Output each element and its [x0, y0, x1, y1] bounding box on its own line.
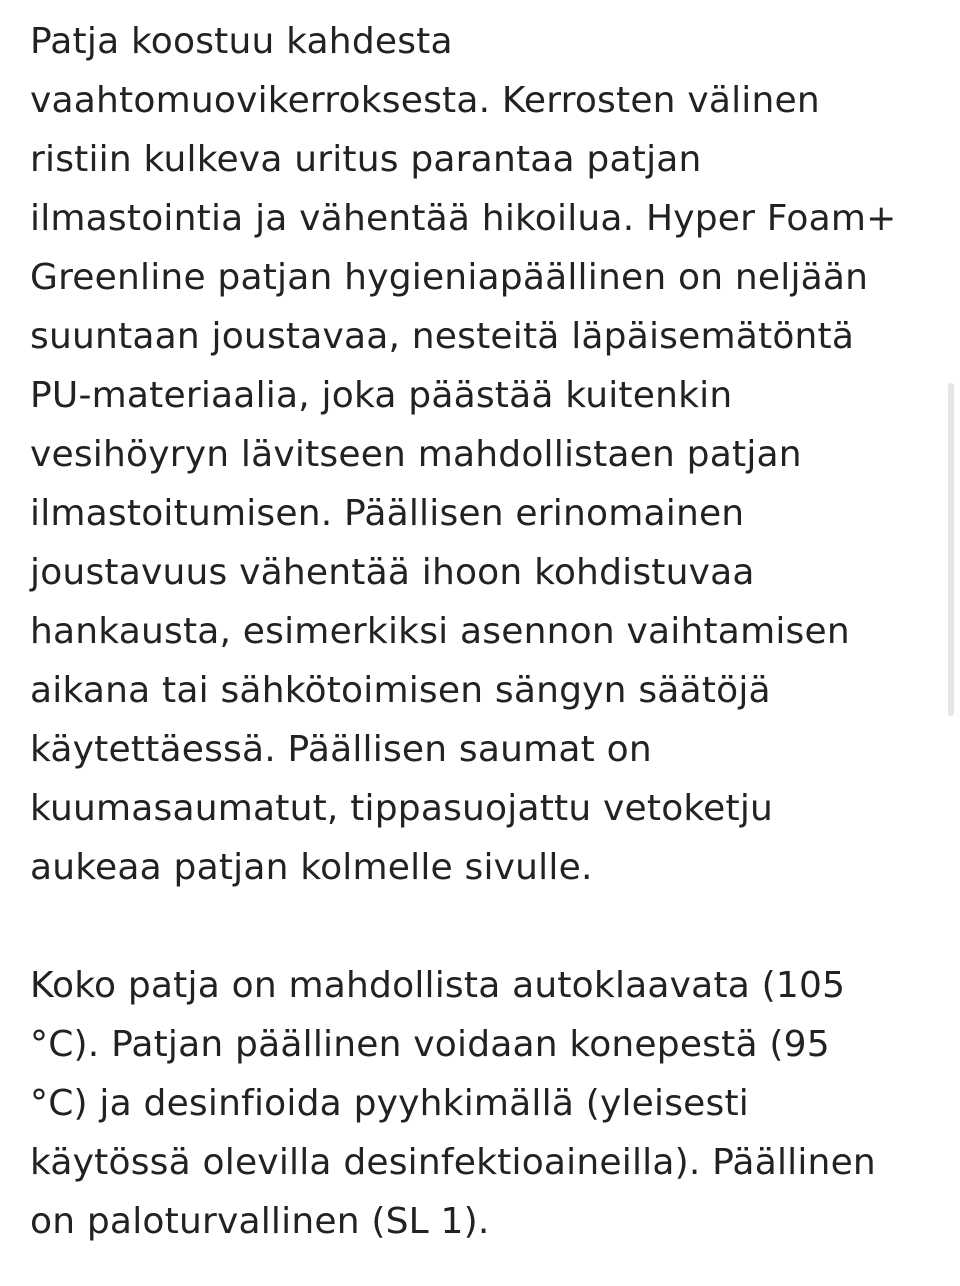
- text-line: käytössä olevilla desinfektioaineilla). Päällinen: [30, 1142, 876, 1183]
- text-line: aukeaa patjan kolmelle sivulle.: [30, 847, 593, 888]
- text-line: ristiin kulkeva uritus parantaa patjan: [30, 139, 702, 180]
- text-line: PU-materiaalia, joka päästää kuitenkin: [30, 375, 733, 416]
- paragraph-cleaning-info: [30, 956, 940, 1251]
- text-line: vesihöyryn lävitseen mahdollistaen patjan: [30, 434, 802, 475]
- text-line: vaahtomuovikerroksesta. Kerrosten välinen: [30, 80, 820, 121]
- text-line: suuntaan joustavaa, nesteitä läpäisemätöntä: [30, 316, 855, 357]
- vertical-scrollbar[interactable]: [948, 383, 954, 716]
- text-line: on paloturvallinen (SL 1).: [30, 1201, 490, 1242]
- text-line: ilmastoitumisen. Päällisen erinomainen: [30, 493, 745, 534]
- article-body: [30, 12, 940, 1251]
- paragraph-mattress-structure: [30, 12, 940, 897]
- text-line: Koko patja on mahdollista autoklaavata (105: [30, 965, 846, 1006]
- paragraph-spacer: [30, 897, 940, 956]
- text-line: Greenline patjan hygieniapäällinen on neljään: [30, 257, 869, 298]
- text-line: joustavuus vähentää ihoon kohdistuvaa: [30, 552, 755, 593]
- text-line: kuumasaumatut, tippasuojattu vetoketju: [30, 788, 774, 829]
- text-line: käytettäessä. Päällisen saumat on: [30, 729, 652, 770]
- text-line: ilmastointia ja vähentää hikoilua. Hyper Foam+: [30, 198, 897, 239]
- text-line: °C). Patjan päällinen voidaan konepestä (95: [30, 1024, 830, 1065]
- text-line: °C) ja desinfioida pyyhkimällä (yleisesti: [30, 1083, 750, 1124]
- text-line: aikana tai sähkötoimisen sängyn säätöjä: [30, 670, 771, 711]
- text-line: Patja koostuu kahdesta: [30, 21, 453, 62]
- text-line: hankausta, esimerkiksi asennon vaihtamisen: [30, 611, 850, 652]
